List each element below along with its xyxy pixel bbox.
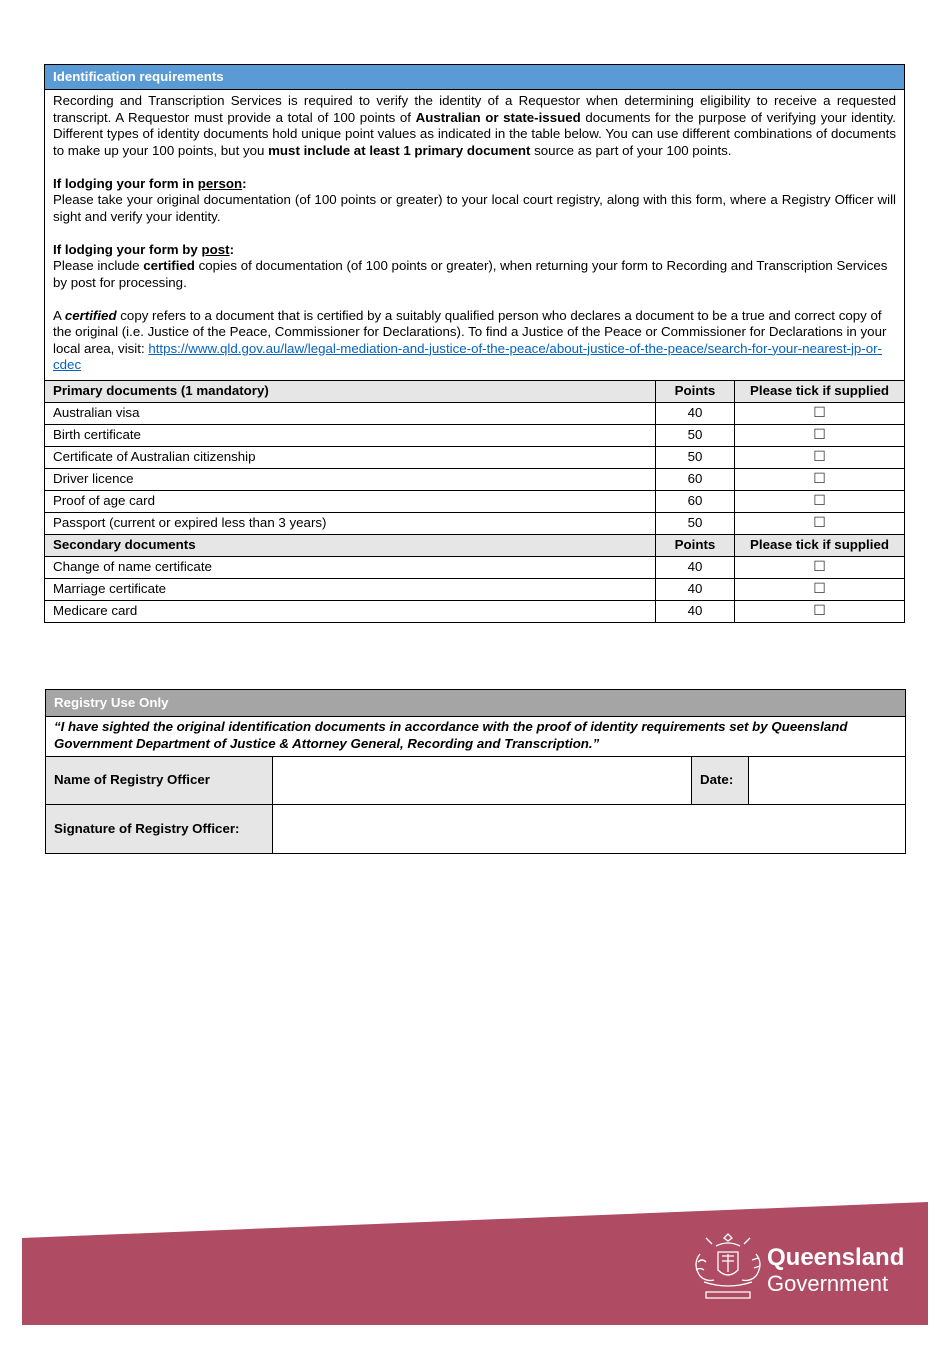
table-row: Proof of age card 60 ☐ [45, 490, 904, 512]
certified-paragraph: A certified copy refers to a document that is certified by a suitably qualified person who declares a document to be a true and correct copy of the original (i.e. Justice of the Peace, Commissioner for Declarations). To find a Justice of the Peace or Commissioner for Declarations in your local area, visit: https://www.qld.gov.au/law/legal-mediation-and-justice-of-the-peace/about-justice-of-the-peace/search-for-your-nearest-jp-or-cdec [53, 307, 887, 372]
brand-name: Queensland [767, 1244, 905, 1271]
in-person-label: If lodging your form in person: [53, 175, 247, 191]
documents-table [45, 380, 904, 622]
tick-header: Please tick if supplied [735, 380, 905, 402]
jp-search-link[interactable]: https://www.qld.gov.au/law/legal-mediation-and-justice-of-the-peace/about-justice-of-the-peace/search-for-your-nearest-jp-or-cdec [53, 340, 882, 372]
checkbox-driver-licence[interactable]: ☐ [813, 470, 826, 487]
secondary-header-row: Secondary documents Points Please tick if supplied [45, 534, 904, 556]
table-row: Birth certificate 50 ☐ [45, 424, 904, 446]
table-row: Certificate of Australian citizenship 50 ☐ [45, 446, 904, 468]
date-label: Date: [692, 757, 749, 804]
by-post-label: If lodging your form by post: [53, 241, 234, 257]
checkbox-passport[interactable]: ☐ [813, 514, 826, 531]
registry-declaration: “I have sighted the original identification documents in accordance with the proof of identity requirements set by Queensland Government Department of Justice & Attorney General, Recording and Transcription.” [46, 717, 905, 757]
table-row: Marriage certificate 40 ☐ [45, 578, 904, 600]
signature-row [46, 804, 905, 853]
signature-field[interactable] [273, 805, 905, 853]
officer-row [46, 757, 905, 804]
table-row: Passport (current or expired less than 3 years) 50 ☐ [45, 512, 904, 534]
primary-header-row [45, 380, 904, 402]
officer-name-field[interactable] [273, 757, 692, 804]
points-header: Points [656, 380, 735, 402]
checkbox-birth-certificate[interactable]: ☐ [813, 426, 826, 443]
table-row: Australian visa 40 ☐ [45, 402, 904, 424]
checkbox-marriage-certificate[interactable]: ☐ [813, 580, 826, 597]
by-post-paragraph: If lodging your form by post: Please include certified copies of documentation (of 100 points or greater), when returning your form to Recording and Transcription Services by post for processing. [53, 241, 888, 290]
primary-header: Primary documents (1 mandatory) [45, 380, 656, 402]
identification-heading: Identification requirements [45, 65, 904, 90]
secondary-header: Secondary documents [45, 534, 656, 556]
checkbox-change-of-name[interactable]: ☐ [813, 558, 826, 575]
checkbox-proof-of-age[interactable]: ☐ [813, 492, 826, 509]
checkbox-citizenship[interactable]: ☐ [813, 448, 826, 465]
in-person-paragraph: If lodging your form in person: Please take your original documentation (of 100 points or greater) to your local court registry, along with this form, where a Registry Officer will sight and verify your identity. [53, 175, 896, 224]
identification-body [45, 90, 904, 378]
signature-label: Signature of Registry Officer: [46, 805, 273, 853]
registry-section [45, 689, 906, 854]
checkbox-medicare-card[interactable]: ☐ [813, 602, 826, 619]
intro-paragraph: Recording and Transcription Services is required to verify the identity of a Requestor when determining eligibility to receive a requested transcript. A Requestor must provide a total of 100 points of Australian or state-issued documents for the purpose of verifying your identity. Different types of identity documents hold unique point values as indicated in the table below. You can use different combinations of documents to make up your 100 points, but you must include at least 1 primary document source as part of your 100 points. [53, 93, 897, 158]
table-row: Medicare card 40 ☐ [45, 600, 904, 622]
identification-section [44, 64, 905, 623]
brand-subtitle: Government [767, 1271, 889, 1296]
registry-heading: Registry Use Only [46, 690, 905, 717]
date-field[interactable] [749, 757, 905, 804]
table-row: Driver licence 60 ☐ [45, 468, 904, 490]
officer-name-label: Name of Registry Officer [46, 757, 273, 804]
checkbox-australian-visa[interactable]: ☐ [813, 404, 826, 421]
table-row: Change of name certificate 40 ☐ [45, 556, 904, 578]
